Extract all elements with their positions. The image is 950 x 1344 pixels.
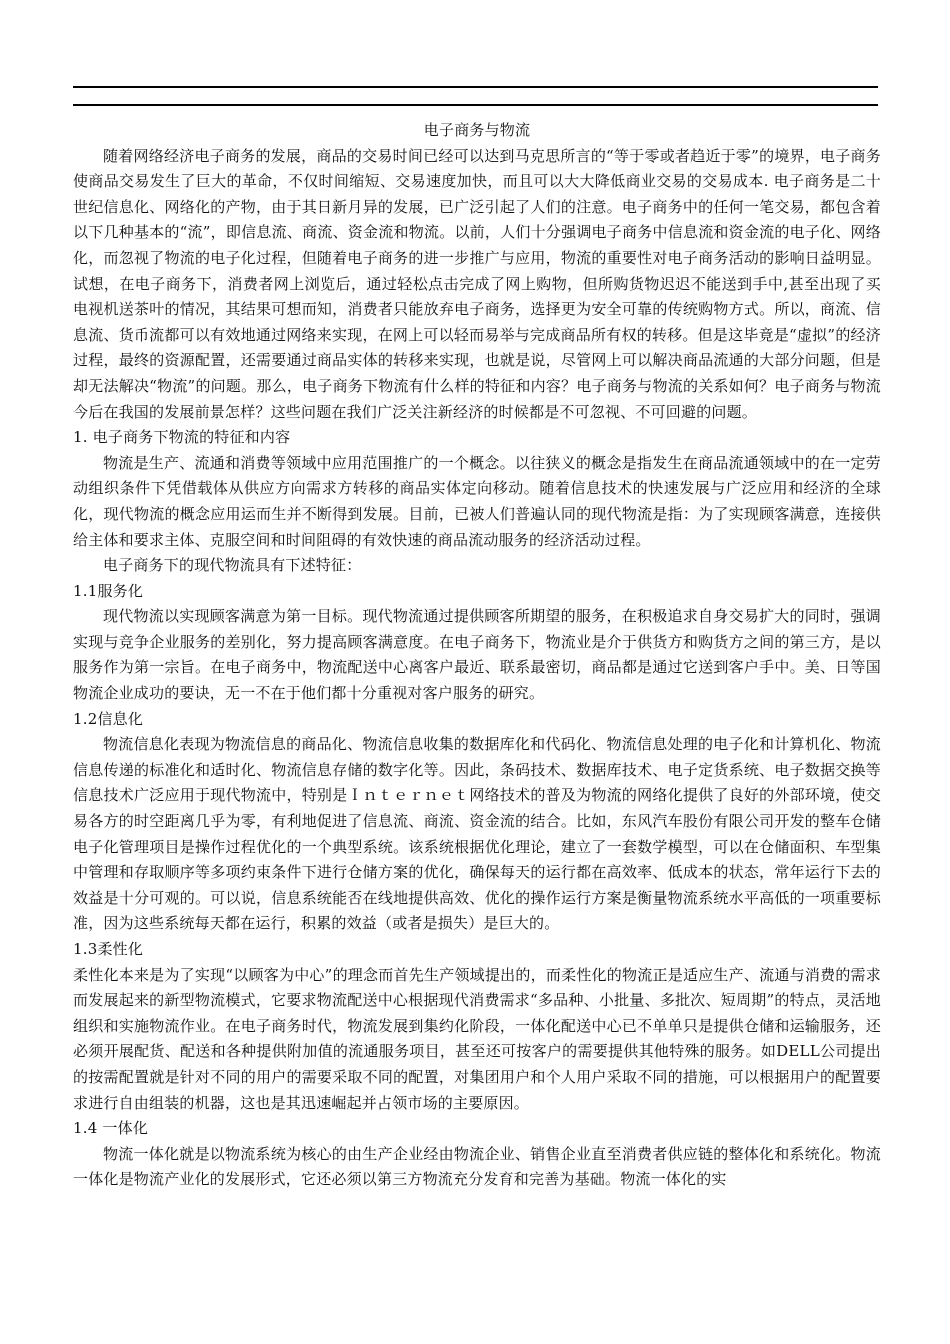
document-title: 电子商务与物流 xyxy=(423,121,531,139)
subsection-1-1-text: 现代物流以实现顾客满意为第一目标。现代物流通过提供顾客所期望的服务，在积极追求自身交易扩大的同时，强调实现与竞争企业服务的差别化，努力提高顾客满意度。在电子商务下，物流业是介于供货方和购货方之间的第三方，是以服务作为第一宗旨。在电子商务中，物流配送中心离客户最近、联系最密切，商品都是通过它送到客户手中。美、日等国物流企业成功的要诀，无一不在于他们都十分重视对客户服务的研究。 xyxy=(73,607,881,703)
header-rule-top xyxy=(73,86,878,88)
subsection-1-2-text: 物流信息化表现为物流信息的商品化、物流信息收集的数据库化和代码化、物流信息处理的电子化和计算机化、物流信息传递的标准化和适时化、物流信息存储的数字化等。因此，条码技术、数据库技术、电子定货系统、电子数据交换等信息技术广泛应用于现代物流中，特别是Ｉｎｔｅｒｎｅｔ网络技术的普及为物流的网络化提供了良好的外部环境，使交易各方的时空距离几乎为零，有利地促进了信息流、商流、资金流的结合。比如，东风汽车股份有限公司开发的整车仓储电子化管理项目是操作过程优化的一个典型系统。该系统根据优化理论，建立了一套数学模型，可以在仓储面积、车型集中管理和存取顺序等多项约束条件下进行仓储方案的优化，确保每天的运行都在高效率、低成本的状态，常年运行下去的效益是十分可观的。可以说，信息系统能否在线地提供高效、优化的操作运行方案是衡量物流系统水平高低的一项重要标准，因为这些系统每天都在运行，积累的效益（或者是损失）是巨大的。 xyxy=(73,735,881,933)
subsection-1-2-heading: 1.2信息化 xyxy=(73,709,144,728)
subsection-1-1-heading: 1.1服务化 xyxy=(73,581,144,600)
section-1-heading: 1. 电子商务下物流的特征和内容 xyxy=(73,428,291,447)
section-1-paragraph-2: 电子商务下的现代物流具有下述特征： xyxy=(103,556,362,575)
intro-paragraph: 随着网络经济电子商务的发展，商品的交易时间已经可以达到马克思所言的“等于零或者趋近于零”的境界，电子商务使商品交易发生了巨大的革命，不仅时间缩短、交易速度加快，而且可以大大降低商业交易的交易成本. 电子商务是二十世纪信息化、网络化的产物，由于其日新月异的发展，已广泛引起了人们的注意。电子商务中的任何一笔交易，都包含着以下几种基本的“流”，即信息流、商流、资金流和物流。以前，人们十分强调电子商务中信息流和资金流的电子化、网络化，而忽视了物流的电子化过程，但随着电子商务的进一步推广与应用，物流的重要性对电子商务活动的影响日益明显。试想，在电子商务下，消费者网上浏览后，通过轻松点击完成了网上购物，但所购货物迟迟不能送到手中,甚至出现了买电视机送茶叶的情况，其结果可想而知，消费者只能放弃电子商务，选择更为安全可靠的传统购物方式。所以，商流、信息流、货币流都可以有效地通过网络来实现，在网上可以轻而易举与完成商品所有权的转移。但是这毕竟是“虚拟”的经济过程，最终的资源配置，还需要通过商品实体的转移来实现，也就是说，尽管网上可以解决商品流通的大部分问题，但是却无法解决“物流”的问题。那么，电子商务下物流有什么样的特征和内容？电子商务与物流的关系如何？电子商务与物流今后在我国的发展前景怎样？这些问题在我们广泛关注新经济的时候都是不可忽视、不可回避的问题。 xyxy=(73,146,881,421)
subsection-1-3-heading: 1.3柔性化 xyxy=(73,940,144,958)
subsection-1-4-heading: 1.4 一体化 xyxy=(73,1119,149,1138)
section-1-paragraph-1: 物流是生产、流通和消费等领域中应用范围推广的一个概念。以往狭义的概念是指发生在商品流通领域中的在一定劳动组织条件下凭借载体从供应方向需求方转移的商品实体定向移动。随着信息技术的快速发展与广泛应用和经济的全球化，现代物流的概念应用运而生并不断得到发展。目前，已被人们普遍认同的现代物流是指：为了实现顾客满意，连接供给主体和要求主体、克服空间和时间阻碍的有效快速的商品流动服务的经济活动过程。 xyxy=(73,453,881,549)
subsection-1-4-text: 物流一体化就是以物流系统为核心的由生产企业经由物流企业、销售企业直至消费者供应链的整体化和系统化。物流一体化是物流产业化的发展形式，它还必须以第三方物流充分发育和完善为基础。物流一体化的实 xyxy=(73,1144,881,1189)
header-rule-bottom xyxy=(73,104,878,106)
subsection-1-3-text: 柔性化本来是为了实现“以顾客为中心”的理念而首先生产领域提出的，而柔性化的物流正是适应生产、流通与消费的需求而发展起来的新型物流模式，它要求物流配送中心根据现代消费需求“多品种、小批量、多批次、短周期”的特点，灵活地组织和实施物流作业。在电子商务时代，物流发展到集约化阶段，一体化配送中心已不单单只是提供仓储和运输服务，还必须开展配货、配送和各种提供附加值的流通服务项目，甚至还可按客户的需要提供其他特殊的服务。如DELL公司提出的按需配置就是针对不同的用户的需要采取不同的配置，对集团用户和个人用户采取不同的措施，可以根据用户的配置要求进行自由组装的机器，这也是其迅速崛起并占领市场的主要原因。 xyxy=(73,965,881,1112)
document-body xyxy=(73,118,881,1193)
